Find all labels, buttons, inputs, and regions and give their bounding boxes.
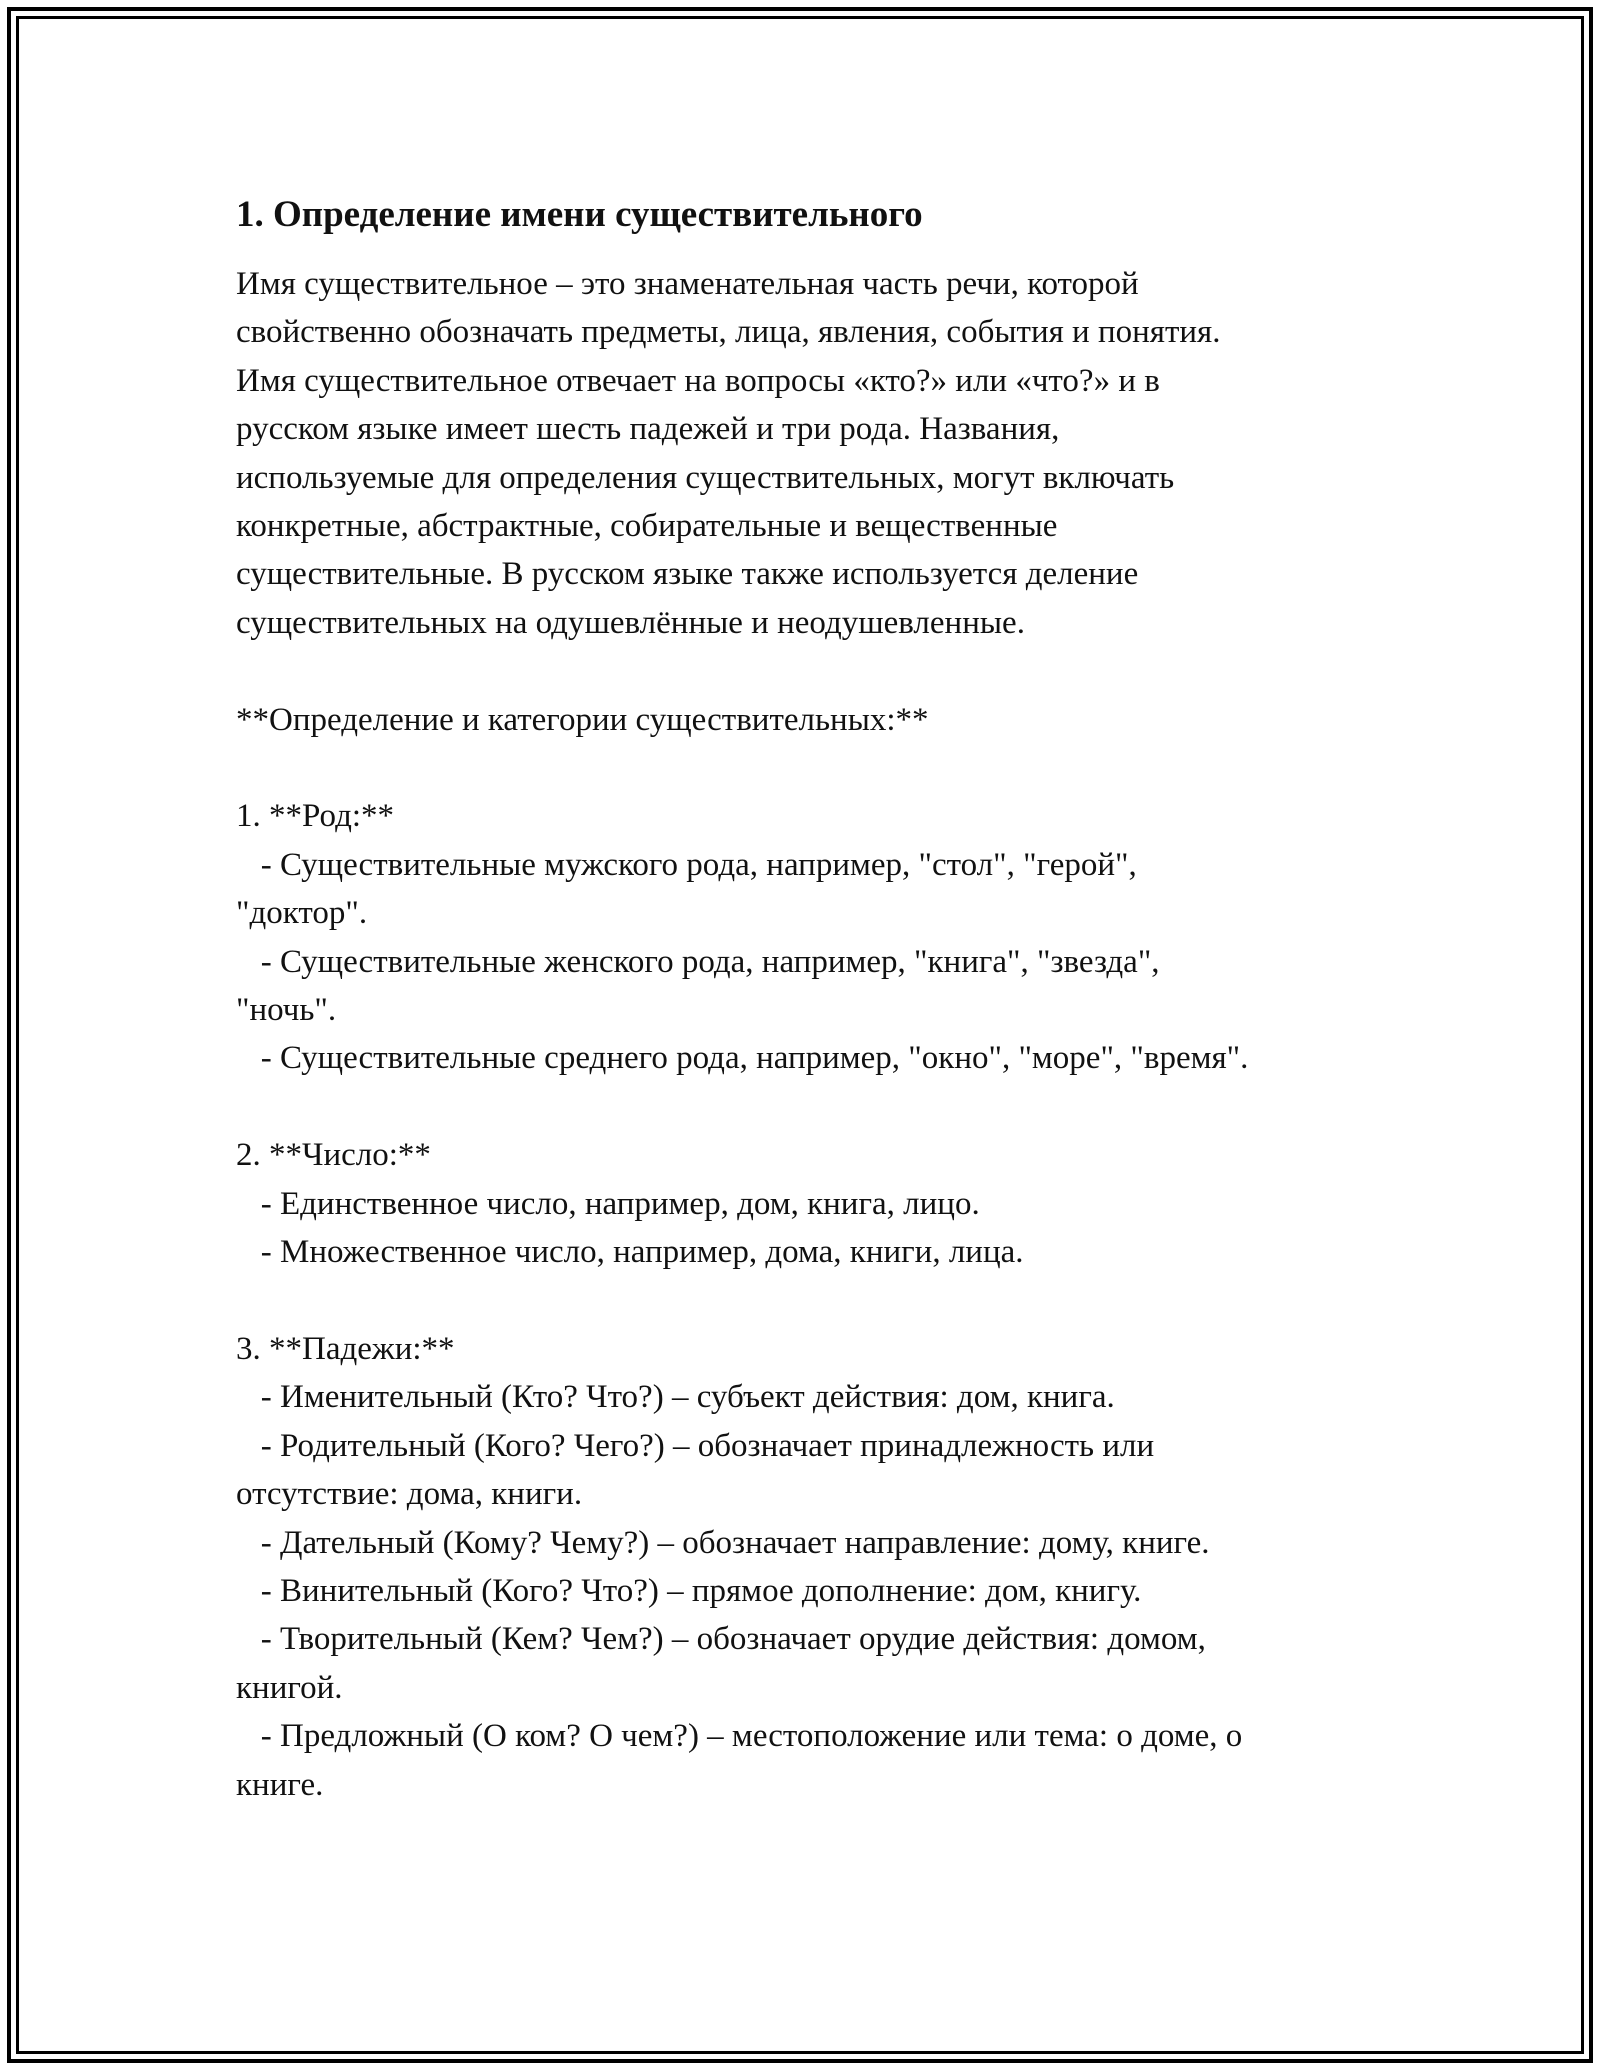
text-line: "ночь". (236, 992, 337, 1029)
text-line: "доктор". (236, 895, 368, 932)
text-line: книге. (236, 1766, 324, 1803)
text-line: - Творительный (Кем? Чем?) – обозначает орудие действия: домом, (236, 1621, 1206, 1658)
text-line: - Предложный (О ком? О чем?) – местоположение или тема: о доме, о (236, 1718, 1243, 1755)
text-line: - Родительный (Кого? Чего?) – обозначает принадлежность или (236, 1427, 1155, 1464)
text-line: свойственно обозначать предметы, лица, явления, события и понятия. (236, 314, 1221, 351)
text-line: Имя существительное отвечает на вопросы «кто?» или «что?» и в (236, 362, 1160, 399)
text-line: - Винительный (Кого? Что?) – прямое дополнение: дом, книгу. (236, 1572, 1142, 1609)
text-line: существительные. В русском языке также используется деление (236, 556, 1139, 593)
text-line: книгой. (236, 1669, 343, 1706)
text-line (236, 1276, 1376, 1324)
text-line (236, 1083, 1376, 1131)
text-line (236, 647, 1376, 695)
text-line: русском языке имеет шесть падежей и три рода. Названия, (236, 411, 1060, 448)
section-heading: 1. Определение имени существительного (236, 194, 923, 235)
text-line: - Существительные женского рода, например, "книга", "звезда", (236, 943, 1160, 980)
document-body (236, 188, 1376, 1809)
text-line: 1. **Род:** (236, 798, 395, 835)
text-line: **Определение и категории существительных:** (236, 701, 929, 738)
text-line: используемые для определения существительных, могут включать (236, 459, 1175, 496)
text-line: отсутствие: дома, книги. (236, 1476, 583, 1513)
text-line: - Именительный (Кто? Что?) – субъект действия: дом, книга. (236, 1379, 1115, 1416)
text-line: - Существительные мужского рода, например, "стол", "герой", (236, 846, 1137, 883)
text-line: - Множественное число, например, дома, книги, лица. (236, 1234, 1024, 1271)
text-line: конкретные, абстрактные, собирательные и вещественные (236, 508, 1058, 545)
text-line: существительных на одушевлённые и неодушевленные. (236, 604, 1025, 641)
text-line: 3. **Падежи:** (236, 1330, 455, 1367)
text-line (236, 744, 1376, 792)
text-line: - Дательный (Кому? Чему?) – обозначает направление: дому, книге. (236, 1524, 1210, 1561)
text-line: 2. **Число:** (236, 1137, 431, 1174)
text-line: Имя существительное – это знаменательная часть речи, которой (236, 266, 1139, 302)
document-text (236, 260, 1376, 1809)
text-line: - Единственное число, например, дом, книга, лицо. (236, 1185, 980, 1222)
text-line: - Существительные среднего рода, например, "окно", "море", "время". (236, 1040, 1249, 1077)
